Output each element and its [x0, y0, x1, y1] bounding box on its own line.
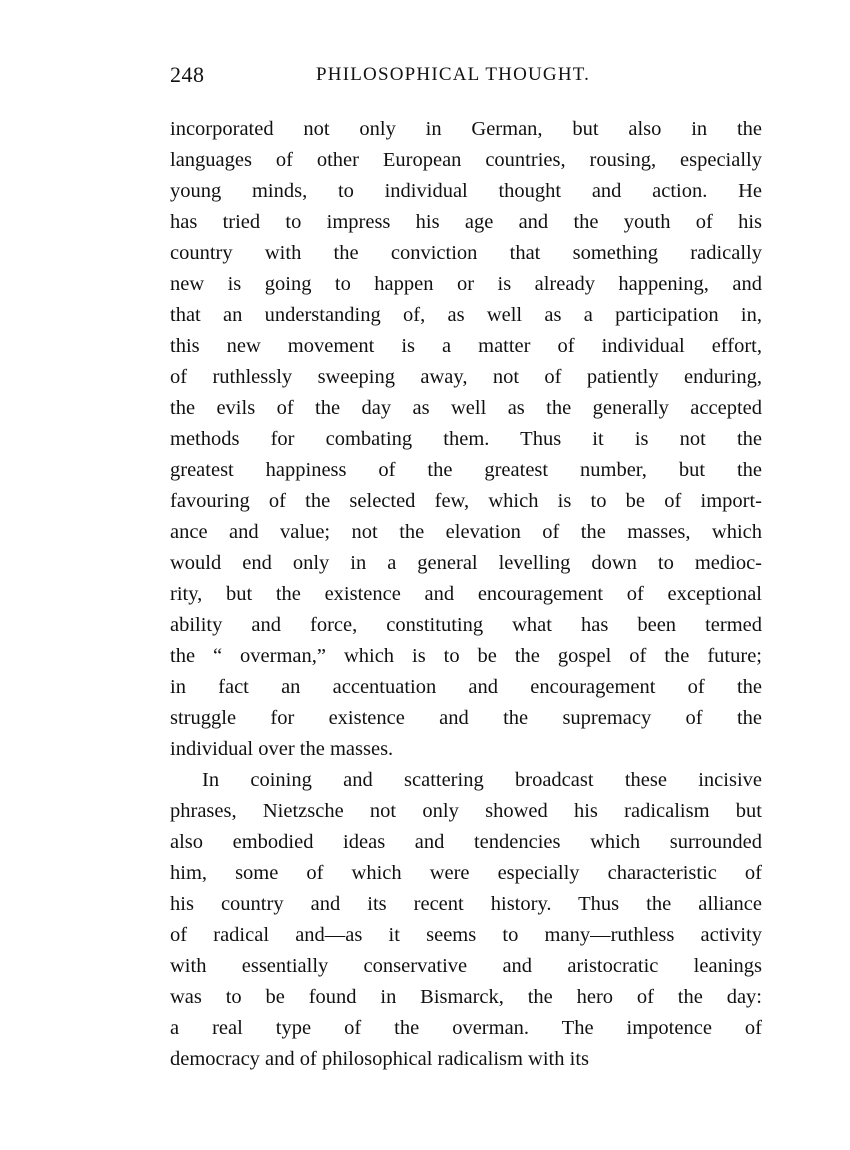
text-line: phrases, Nietzsche not only showed his radicalism but — [170, 800, 762, 822]
text-line: in fact an accentuation and encouragement of the — [170, 676, 762, 698]
text-line: languages of other European countries, rousing, especially — [170, 149, 762, 171]
paragraph — [170, 114, 762, 765]
text-line: the evils of the day as well as the generally accepted — [170, 397, 762, 419]
text-line: has tried to impress his age and the youth of his — [170, 211, 762, 233]
paragraph — [170, 765, 762, 1075]
text-line: ance and value; not the elevation of the masses, which — [170, 521, 762, 543]
text-line: methods for combating them. Thus it is not the — [170, 428, 762, 450]
body-text — [170, 114, 762, 1075]
text-line: him, some of which were especially characteristic of — [170, 862, 762, 884]
text-line: ability and force, constituting what has been termed — [170, 614, 762, 636]
text-line: individual over the masses. — [170, 738, 394, 760]
text-line: the “ overman,” which is to be the gospel of the future; — [170, 645, 762, 667]
text-line: of radical and—as it seems to many—ruthless activity — [170, 924, 762, 946]
text-line: also embodied ideas and tendencies which surrounded — [170, 831, 762, 853]
running-title: PHILOSOPHICAL THOUGHT. — [316, 64, 591, 85]
running-head — [170, 62, 762, 92]
text-line: favouring of the selected few, which is to be of import- — [170, 490, 762, 512]
text-line: rity, but the existence and encouragement of exceptional — [170, 583, 762, 605]
text-line: In coining and scattering broadcast these incisive — [202, 769, 762, 791]
text-line: his country and its recent history. Thus the alliance — [170, 893, 762, 915]
text-line: new is going to happen or is already happening, and — [170, 273, 762, 295]
text-line: young minds, to individual thought and action. He — [170, 180, 762, 202]
text-line: incorporated not only in German, but also in the — [170, 118, 762, 140]
text-line: greatest happiness of the greatest number, but the — [170, 459, 762, 481]
text-line: of ruthlessly sweeping away, not of patiently enduring, — [170, 366, 762, 388]
text-line: country with the conviction that something radically — [170, 242, 762, 264]
page-number: 248 — [170, 62, 205, 87]
text-line: was to be found in Bismarck, the hero of the day: — [170, 986, 762, 1008]
text-line: struggle for existence and the supremacy of the — [170, 707, 762, 729]
text-line: with essentially conservative and aristocratic leanings — [170, 955, 762, 977]
text-line: a real type of the overman. The impotence of — [170, 1017, 762, 1039]
text-line: that an understanding of, as well as a participation in, — [170, 304, 762, 326]
text-line: would end only in a general levelling down to medioc- — [170, 552, 762, 574]
text-line: this new movement is a matter of individual effort, — [170, 335, 762, 357]
text-line: democracy and of philosophical radicalism with its — [170, 1048, 589, 1070]
